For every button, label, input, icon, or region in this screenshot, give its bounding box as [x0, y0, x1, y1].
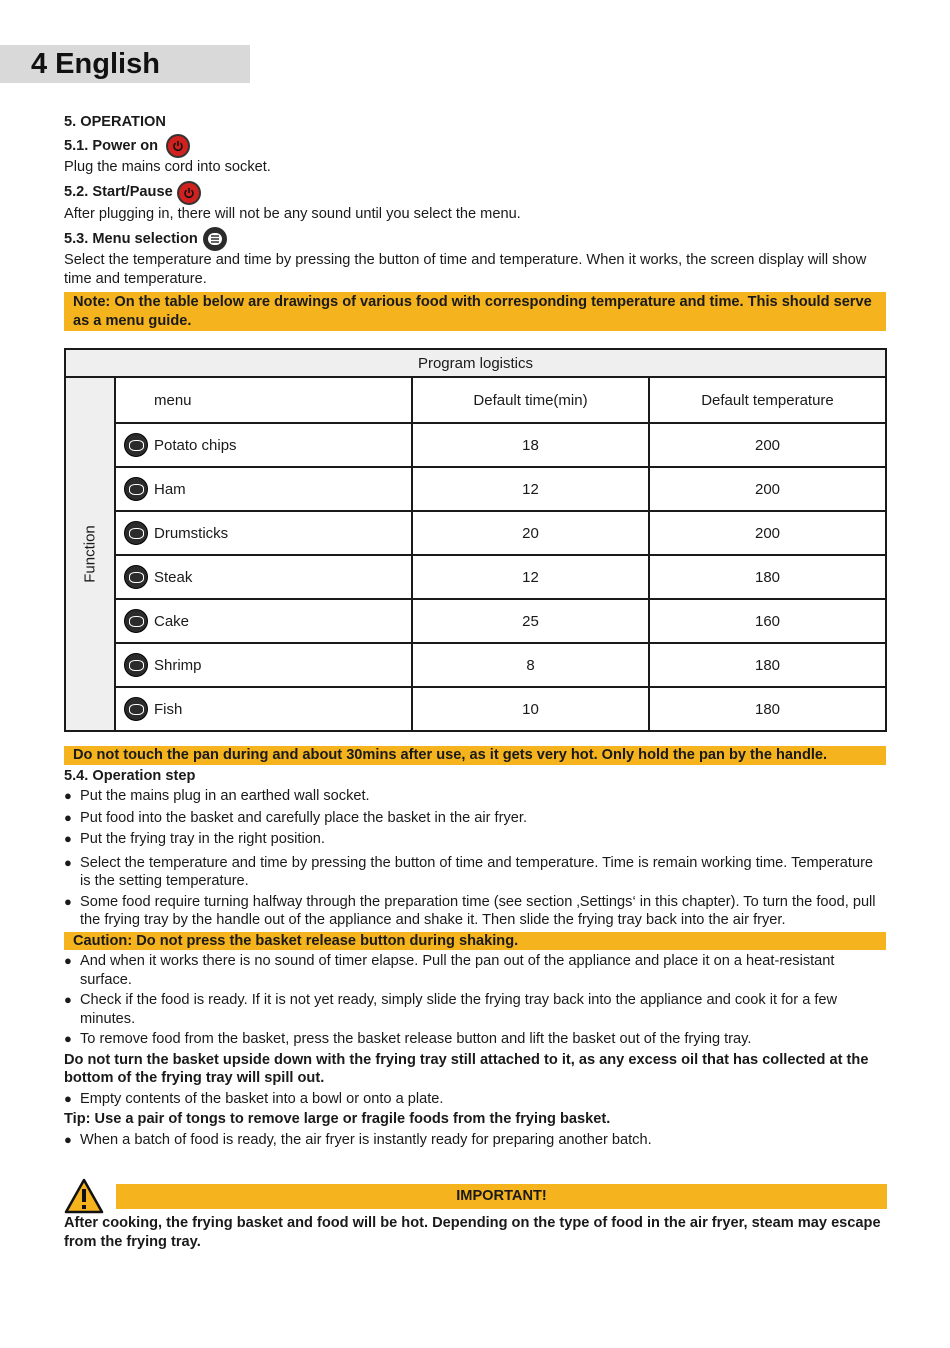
menu-icon [203, 227, 227, 251]
table-row [65, 423, 886, 467]
list-item: ● Empty contents of the basket into a bowl or onto a plate. [64, 1090, 444, 1107]
list-item: ● Put the frying tray in the right position. [64, 831, 325, 847]
food-temp: 180 [649, 555, 886, 599]
food-time: 12 [412, 555, 649, 599]
table-header-row [65, 377, 886, 423]
table-row [65, 555, 886, 599]
power-icon [177, 181, 201, 205]
hot-pan-warning-bar: Do not touch the pan during and about 30mins after use, as it gets very hot. Only hold the pan by the handle. [64, 746, 886, 765]
food-temp: 200 [649, 423, 886, 467]
important-row [64, 1178, 887, 1212]
start-pause-heading: 5.2. Start/Pause [64, 184, 173, 201]
power-icon [166, 134, 190, 158]
food-temp: 160 [649, 599, 886, 643]
function-label: Function [81, 525, 99, 583]
table-row [65, 511, 886, 555]
food-name: Steak [154, 568, 193, 586]
operation-section [64, 110, 886, 331]
bullet-icon: ● [64, 788, 72, 803]
list-item: ● Some food require turning halfway through the preparation time (see section ‚Settings‘ in this chapter). To turn the food, pull the frying tray by the handle out of the appliance and shake it. Then slide the frying tray back into the air fryer. [64, 893, 876, 928]
operation-step-heading: 5.4. Operation step [64, 767, 196, 784]
start-pause-text: After plugging in, there will not be any sound until you select the menu. [64, 205, 521, 222]
menu-selection-heading-row [64, 227, 886, 251]
menu-selection-text: Select the temperature and time by pressing the button of time and temperature. When it works, the screen display will show time and temperature. [64, 252, 867, 287]
food-time: 10 [412, 687, 649, 731]
start-pause-heading-row [64, 181, 886, 205]
operation-steps-section [64, 746, 886, 1149]
after-cooking-text: After cooking, the frying basket and food will be hot. Depending on the type of food in the air fryer, steam may escape from the frying tray. [64, 1215, 881, 1250]
header-time: Default time(min) [412, 377, 649, 423]
bullet-icon: ● [64, 992, 72, 1007]
bullet-icon: ● [64, 809, 72, 825]
list-item: ● Put food into the basket and carefully place the basket in the air fryer. [64, 809, 527, 826]
power-on-heading-row [64, 134, 886, 158]
list-item: ● When a batch of food is ready, the air fryer is instantly ready for preparing another batch. [64, 1131, 652, 1148]
food-temp: 180 [649, 643, 886, 687]
list-item: ● Select the temperature and time by pressing the button of time and temperature. Time is remain working time. Temperature is the setting temperature. [64, 854, 874, 889]
food-temp: 200 [649, 511, 886, 555]
function-side-cell [65, 377, 115, 731]
list-item: ● To remove food from the basket, press the basket release button and lift the basket out of the frying tray. [64, 1031, 752, 1047]
potato-chips-icon [124, 433, 148, 457]
list-item: ● Check if the food is ready. If it is not yet ready, simply slide the frying tray back into the appliance and cook it for a few minutes. [64, 992, 838, 1027]
header-temp: Default temperature [649, 377, 886, 423]
upside-down-warning: Do not turn the basket upside down with the frying tray still attached to it, as any excess oil that has collected at the bottom of the frying tray will spill out. [64, 1051, 869, 1086]
warning-triangle-icon [64, 1178, 104, 1214]
food-name: Shrimp [154, 656, 202, 674]
power-on-text: Plug the mains cord into socket. [64, 159, 271, 175]
food-name: Fish [154, 700, 183, 718]
food-time: 18 [412, 423, 649, 467]
program-table [64, 348, 887, 732]
food-name: Cake [154, 612, 190, 630]
power-on-heading: 5.1. Power on [64, 137, 159, 154]
bullet-icon: ● [64, 854, 72, 870]
caution-bar: Caution: Do not press the basket release button during shaking. [64, 932, 886, 951]
bullet-icon: ● [64, 1131, 72, 1147]
food-time: 8 [412, 643, 649, 687]
table-row [65, 643, 886, 687]
note-bar: Note: On the table below are drawings of various food with corresponding temperature and time. This should serve as a menu guide. [64, 292, 886, 331]
shrimp-icon [124, 653, 148, 677]
important-label: IMPORTANT! [116, 1184, 887, 1209]
food-name: Ham [154, 480, 186, 498]
bullet-icon: ● [64, 893, 72, 909]
page-language-tab: 4 English [0, 45, 250, 83]
food-time: 25 [412, 599, 649, 643]
cake-icon [124, 609, 148, 633]
food-time: 20 [412, 511, 649, 555]
list-item: ● Put the mains plug in an earthed wall socket. [64, 788, 370, 804]
drumsticks-icon [124, 521, 148, 545]
food-name: Drumsticks [154, 524, 229, 542]
bullet-icon: ● [64, 953, 72, 968]
table-row [65, 467, 886, 511]
bullet-icon: ● [64, 1090, 72, 1106]
food-time: 12 [412, 467, 649, 511]
food-name: Potato chips [154, 436, 237, 454]
fish-icon [124, 697, 148, 721]
bullet-icon: ● [64, 831, 72, 846]
steak-icon [124, 565, 148, 589]
food-temp: 180 [649, 687, 886, 731]
table-caption-row [65, 349, 886, 377]
ham-icon [124, 477, 148, 501]
table-row [65, 599, 886, 643]
table-row [65, 687, 886, 731]
tip-text: Tip: Use a pair of tongs to remove large or fragile foods from the frying basket. [64, 1111, 611, 1127]
bullet-icon: ● [64, 1031, 72, 1046]
menu-selection-heading: 5.3. Menu selection [64, 230, 198, 247]
list-item: ● And when it works there is no sound of timer elapse. Pull the pan out of the appliance and place it on a heat-resistant surface. [64, 953, 835, 988]
section-title: 5. OPERATION [64, 113, 166, 130]
header-menu: menu [115, 377, 412, 423]
food-temp: 200 [649, 467, 886, 511]
table-caption: Program logistics [65, 349, 886, 377]
